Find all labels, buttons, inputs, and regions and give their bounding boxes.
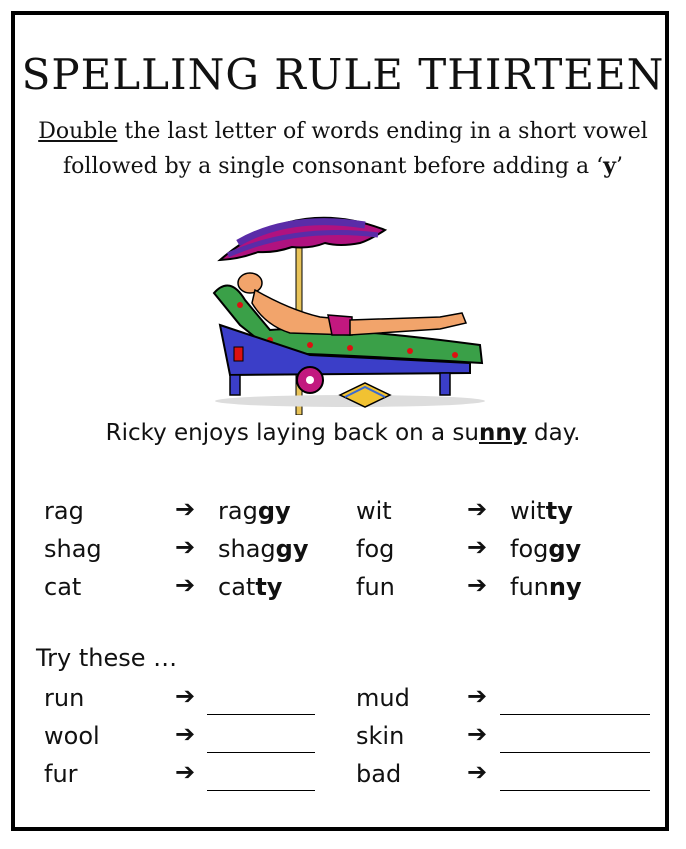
example-base-word: shag: [44, 535, 102, 563]
example-base-word: fun: [356, 573, 395, 601]
rule-description: [0, 114, 686, 184]
arrow-icon: ➔: [175, 758, 196, 786]
rule-line-2: [0, 149, 686, 184]
answer-blank[interactable]: [500, 714, 650, 715]
result-suffix: gy: [548, 535, 582, 563]
rule-y-letter: y: [603, 153, 616, 179]
arrow-icon: ➔: [175, 533, 196, 561]
result-stem: fog: [510, 535, 549, 563]
result-suffix: ty: [255, 573, 283, 601]
example-result-word: [218, 496, 291, 526]
example-result-word: [218, 572, 282, 602]
answer-blank[interactable]: [207, 790, 315, 791]
arrow-icon: ➔: [467, 682, 488, 710]
result-suffix: ty: [545, 497, 573, 525]
arrow-icon: ➔: [467, 758, 488, 786]
example-result-word: [510, 496, 573, 526]
sentence-highlight: nny: [479, 420, 527, 446]
result-stem: rag: [218, 497, 258, 525]
result-stem: wit: [510, 497, 546, 525]
rule-line-1-text: the last letter of words ending in a short vowel: [117, 119, 648, 144]
example-base-word: cat: [44, 573, 82, 601]
rule-line-2-text: followed by a single consonant before adding a ‘: [63, 154, 604, 179]
arrow-icon: ➔: [175, 571, 196, 599]
try-these-heading: Try these …: [36, 644, 178, 672]
sentence-start: Ricky enjoys laying back on a su: [105, 420, 479, 446]
answer-blank[interactable]: [500, 790, 650, 791]
result-stem: cat: [218, 573, 256, 601]
practice-word: fur: [44, 760, 78, 788]
example-base-word: fog: [356, 535, 395, 563]
example-base-word: rag: [44, 497, 84, 525]
arrow-icon: ➔: [467, 720, 488, 748]
answer-blank[interactable]: [500, 752, 650, 753]
result-stem: fun: [510, 573, 549, 601]
result-stem: shag: [218, 535, 276, 563]
practice-word: bad: [356, 760, 402, 788]
practice-word: wool: [44, 722, 100, 750]
result-suffix: ny: [548, 573, 582, 601]
arrow-icon: ➔: [467, 533, 488, 561]
beach-lounger-illustration: [200, 205, 490, 415]
answer-blank[interactable]: [207, 714, 315, 715]
example-result-word: [510, 572, 582, 602]
sentence-end: day.: [526, 420, 581, 446]
example-result-word: [510, 534, 581, 564]
arrow-icon: ➔: [175, 682, 196, 710]
result-suffix: gy: [257, 497, 291, 525]
rule-line-2-end: ’: [615, 154, 623, 179]
arrow-icon: ➔: [467, 495, 488, 523]
rule-line-1: [0, 114, 686, 149]
practice-word: mud: [356, 684, 410, 712]
result-suffix: gy: [275, 535, 309, 563]
practice-word: skin: [356, 722, 405, 750]
arrow-icon: ➔: [175, 720, 196, 748]
double-word: Double: [38, 119, 118, 144]
example-base-word: wit: [356, 497, 392, 525]
practice-word: run: [44, 684, 85, 712]
answer-blank[interactable]: [207, 752, 315, 753]
page-title: SPELLING RULE THIRTEEN: [21, 50, 665, 99]
example-sentence: [0, 420, 686, 446]
arrow-icon: ➔: [467, 571, 488, 599]
example-result-word: [218, 534, 308, 564]
arrow-icon: ➔: [175, 495, 196, 523]
